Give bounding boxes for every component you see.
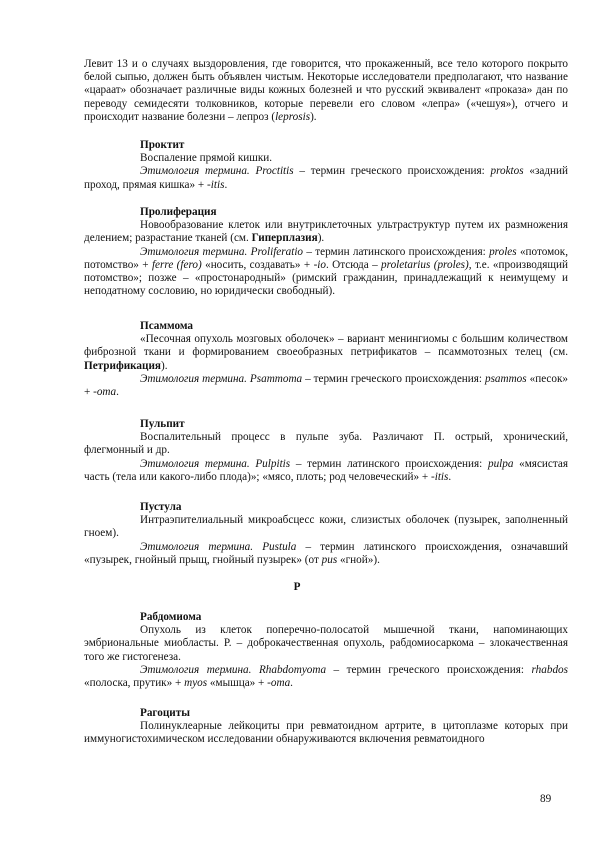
entry-etymology: Этимология термина. Proliferatio – термин латинского происхождения: proles «потомок, потомство» + ferre (fero) «носить, создавать» + -io. Отсюда – proletarius (proles), т.е. «производящий потомство»; позже – «простонародный» (римский гражданин, принадлежащий к неимущему и неподатному сословию, но юридически свободный). [84, 245, 568, 298]
entry-term: Пустула [140, 501, 182, 513]
entry-rabdomioma [84, 611, 568, 690]
entry-etymology: Этимология термина. Psammoma – термин греческого происхождения: psammos «песок» + -oma. [84, 372, 569, 399]
entry-psammoma [84, 320, 568, 399]
entry-etymology: Этимология термина. Proctitis – термин греческого происхождения: proktos «задний проход, прямая кишка» + -itis. [84, 165, 569, 191]
entry-definition: Новообразование клеток или внутриклеточных ультраструктур путем их размножения делением; разрастание тканей (см. Гиперплазия). [84, 219, 568, 245]
entry-term: Пролиферация [140, 206, 217, 218]
section-letter: Р [293, 581, 301, 593]
entry-term: Проктит [140, 139, 185, 151]
entry-definition: Интраэпителиальный микроабсцесс кожи, слизистых оболочек (пузырек, заполненный гноем). [84, 514, 568, 540]
intro-paragraph: Левит 13 и о случаях выздоровления, где говорится, что прокаженный, все тело которого покрыто белой сыпью, должен быть объявлен чистым. Некоторые исследователи предполагают, что название «цараат» обозначает различные виды кожных болезней и что русский эквивалент «проказа» дан по переводу семидесяти толковников, которые перевели его словом «лепра» («чешуя»), отчего и происходит название болезни – лепроз (leprosis). [84, 58, 568, 123]
entry-proktit [84, 139, 568, 192]
entry-term: Пульпит [140, 418, 185, 430]
entry-etymology: Этимология термина. Pustula – термин латинского происхождения, означавший «пузырек, гнойный прыщ, гнойный пузырек» (от pus «гной»). [84, 540, 569, 566]
entry-term: Рабдомиома [140, 611, 202, 623]
entry-etymology: Этимология термина. Rhabdomyoma – термин греческого происхождения: rhabdos «полоска, прутик» + myos «мышца» + -oma. [84, 663, 568, 690]
entry-etymology: Этимология термина. Pulpitis – термин латинского происхождения: pulpa «мясистая часть (тела или какого-либо плода)»; «мясо, плоть; род человеческий» + -itis. [84, 457, 568, 483]
entry-term: Рагоциты [140, 707, 190, 719]
page-number: 89 [540, 793, 552, 805]
entry-definition: Полинуклеарные лейкоциты при ревматоидном артрите, в цитоплазме которых при иммуногистохимическом исследовании обнаруживаются включения ревматоидного [84, 720, 568, 746]
entry-pustula [84, 501, 568, 567]
entry-term: Псаммома [140, 320, 194, 332]
entry-definition: Опухоль из клеток поперечно-полосатой мышечной ткани, напоминающих эмбриональные миобласты. Р. – доброкачественная опухоль, рабдомиосаркома – злокачественная того же гистогенеза. [84, 624, 568, 663]
entry-pulpit [84, 418, 568, 484]
entry-definition: Воспаление прямой кишки. [140, 152, 273, 165]
entry-ragotsity [84, 707, 568, 747]
entry-definition: «Песочная опухоль мозговых оболочек» – вариант менингиомы с большим количеством фиброзной ткани и формированием своеобразных петрификатов – псаммотозных телец (см. Петрификация). [84, 333, 568, 372]
entry-definition: Воспалительный процесс в пульпе зуба. Различают П. острый, хронический, флегмонный и др. [84, 431, 568, 457]
entry-proliferatsiya [84, 206, 568, 298]
